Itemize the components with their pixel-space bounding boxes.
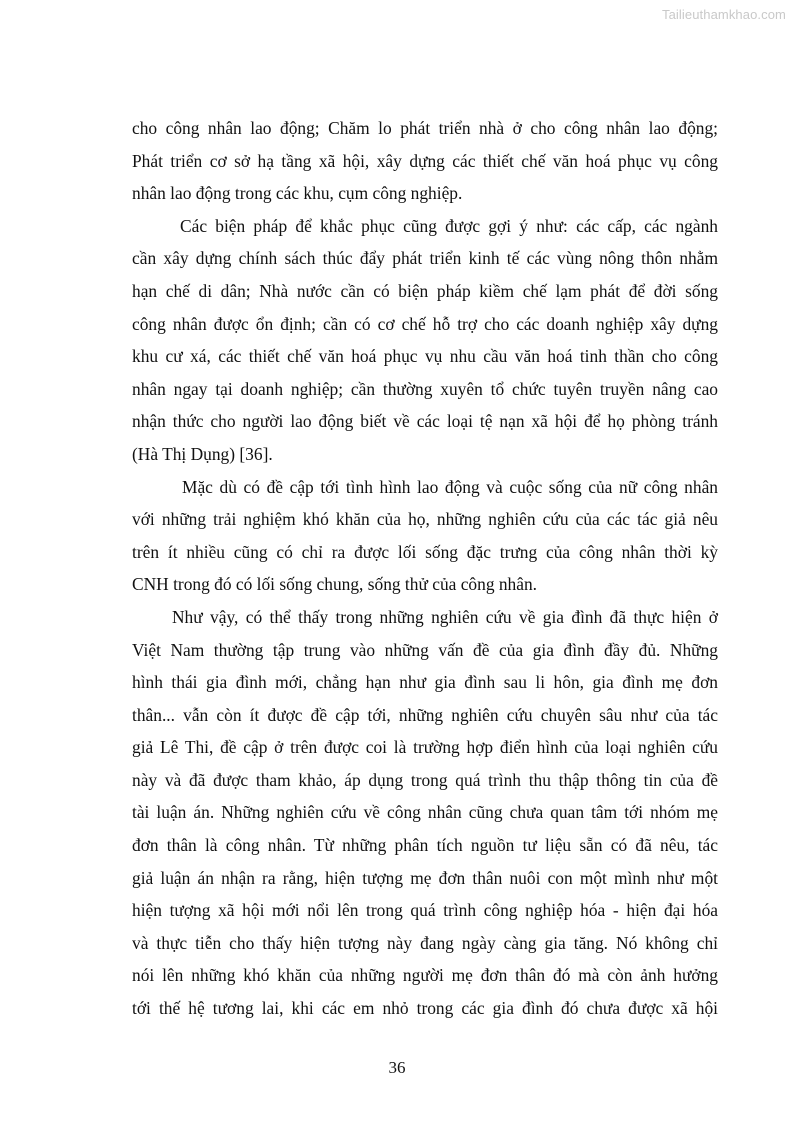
- text-line: hạn chế di dân; Nhà nước cần có biện pháp kiềm chế lạm phát để đời sống: [132, 280, 718, 301]
- text-line: giả luận án nhận ra rằng, hiện tượng mẹ đơn thân nuôi con một mình như một: [132, 867, 718, 888]
- text-line: nhân ngay tại doanh nghiệp; cần thường xuyên tổ chức tuyên truyền nâng cao: [132, 378, 718, 399]
- text-line: tới thế hệ tương lai, khi các em nhỏ trong các gia đình đó chưa được xã hội: [132, 998, 718, 1019]
- watermark: Tailieuthamkhao.com: [661, 7, 786, 22]
- text-line: Việt Nam thường tập trung vào những vấn đề của gia đình đầy đủ. Những: [132, 639, 718, 660]
- text-line: CNH trong đó có lối sống chung, sống thử của công nhân.: [132, 574, 538, 595]
- text-line: và thực tiễn cho thấy hiện tượng này đang ngày càng gia tăng. Nó không chỉ: [132, 932, 718, 953]
- text-line: này và đã được tham khảo, áp dụng trong quá trình thu thập thông tin của đề: [132, 769, 718, 790]
- text-line: nói lên những khó khăn của những người mẹ đơn thân đó mà còn ảnh hưởng: [132, 965, 718, 986]
- text-line: giả Lê Thi, đề cập ở trên được coi là trường hợp điển hình của loại nghiên cứu: [132, 737, 718, 758]
- text-line: thân... vẫn còn ít được đề cập tới, những nghiên cứu chuyên sâu như của tác: [132, 704, 718, 725]
- text-line: cần xây dựng chính sách thúc đẩy phát triển kinh tế các vùng nông thôn nhằm: [132, 248, 718, 269]
- text-line: công nhân được ổn định; cần có cơ chế hỗ trợ cho các doanh nghiệp xây dựng: [132, 313, 718, 334]
- text-line: trên ít nhiều cũng có chỉ ra được lối sống đặc trưng của công nhân thời kỳ: [132, 541, 718, 562]
- text-line: Phát triển cơ sở hạ tầng xã hội, xây dựng các thiết chế văn hoá phục vụ công: [132, 150, 718, 171]
- text-line: tài luận án. Những nghiên cứu về công nhân cũng chưa quan tâm tới nhóm mẹ: [132, 802, 718, 823]
- text-line: Như vậy, có thể thấy trong những nghiên cứu về gia đình đã thực hiện ở: [172, 606, 718, 627]
- document-body: [132, 112, 718, 1025]
- text-line: nhận thức cho người lao động biết về các loại tệ nạn xã hội để họ phòng tránh: [132, 411, 718, 432]
- text-line: nhân lao động trong các khu, cụm công nghiệp.: [132, 183, 463, 204]
- text-line: Các biện pháp để khắc phục cũng được gợi ý như: các cấp, các ngành: [180, 215, 718, 236]
- text-line: hiện tượng xã hội mới nổi lên trong quá trình công nghiệp hóa - hiện đại hóa: [132, 900, 718, 921]
- text-line: hình thái gia đình mới, chẳng hạn như gia đình sau li hôn, gia đình mẹ đơn: [132, 672, 718, 693]
- text-line: khu cư xá, các thiết chế văn hoá phục vụ nhu cầu văn hoá tinh thần cho công: [132, 346, 718, 367]
- text-line: đơn thân là công nhân. Từ những phân tích nguồn tư liệu sẵn có đã nêu, tác: [132, 835, 718, 856]
- text-line: Mặc dù có đề cập tới tình hình lao động và cuộc sống của nữ công nhân: [182, 476, 718, 497]
- page-number: 36: [388, 1058, 406, 1077]
- text-line: cho công nhân lao động; Chăm lo phát triển nhà ở cho công nhân lao động;: [132, 118, 718, 138]
- text-line: với những trải nghiệm khó khăn của họ, những nghiên cứu của các tác giả nêu: [132, 509, 718, 530]
- text-line: (Hà Thị Dụng) [36].: [132, 443, 273, 464]
